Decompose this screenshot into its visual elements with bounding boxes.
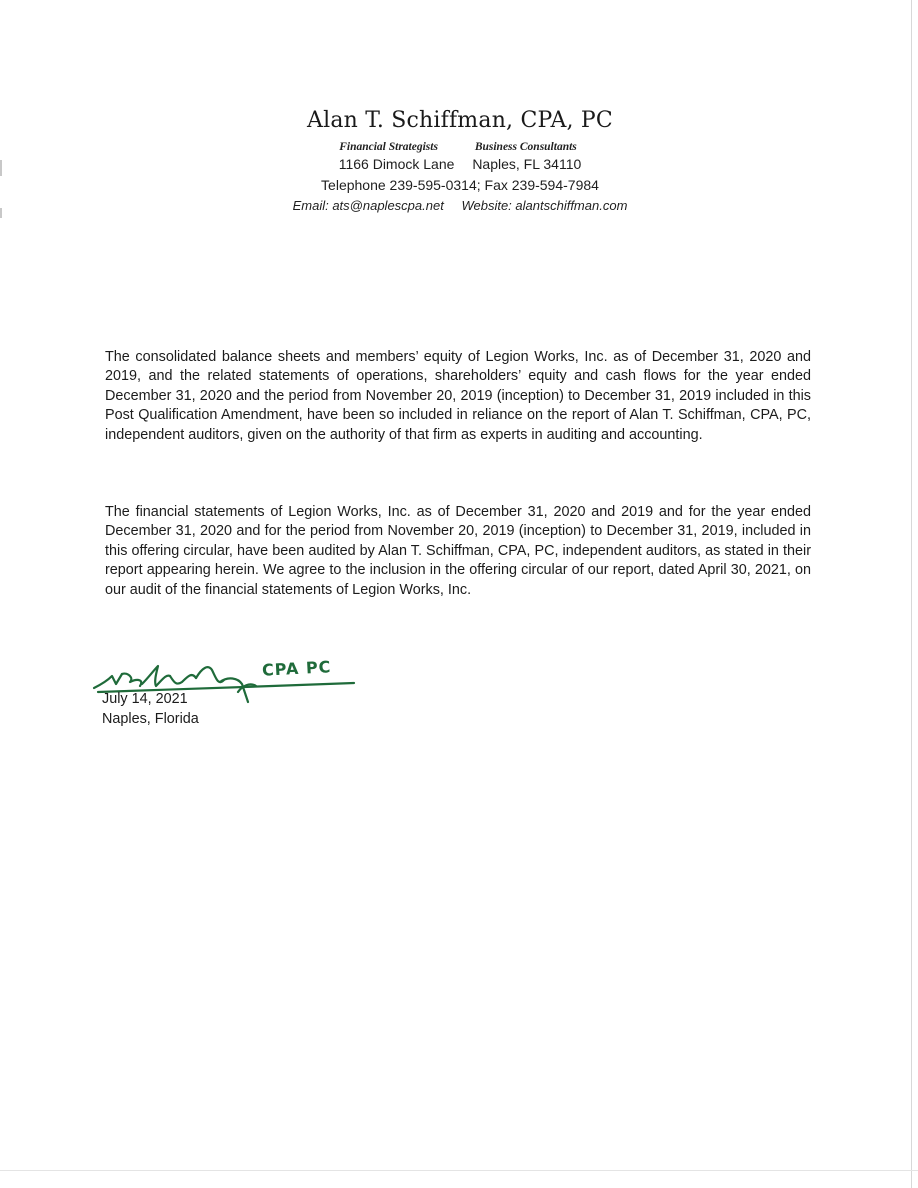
city-state-zip: Naples, FL 34110 <box>472 156 582 172</box>
signature-date: July 14, 2021 <box>102 691 188 707</box>
scan-bottom-rule <box>0 1170 918 1171</box>
signature-location: Naples, Florida <box>102 711 199 727</box>
tagline-financial-strategists: Financial Strategists <box>339 141 438 153</box>
letterhead <box>250 108 670 216</box>
consent-paragraph-1: The consolidated balance sheets and members’ equity of Legion Works, Inc. as of December 31, 2020 and 2019, and the related statements of operations, shareholders’ equity and cash flows for the year ended December 31, 2020 and the period from November 20, 2019 (inception) to December 31, 2019 included in this Post Qualification Amendment, have been so included in reliance on the report of Alan T. Schiffman, CPA, PC, independent auditors, given on the authority of that firm as experts in auditing and accounting. <box>105 349 811 443</box>
scan-edge-line <box>911 0 912 1188</box>
tagline-row <box>246 140 670 154</box>
tagline-business-consultants: Business Consultants <box>474 141 577 153</box>
address-row <box>250 154 670 174</box>
contact-row <box>250 196 670 216</box>
signature-cpa-pc: CPA PC <box>261 657 332 680</box>
street-address: 1166 Dimock Lane <box>338 156 455 172</box>
scan-edge-mark <box>0 160 2 176</box>
consent-paragraph-2: The financial statements of Legion Works, Inc. as of December 31, 2020 and 2019 and for the year ended December 31, 2020 and for the period from November 20, 2019 (inception) to December 31, 2019, included in this offering circular, have been audited by Alan T. Schiffman, CPA, PC, independent auditors, as stated in their report appearing herein. We agree to the inclusion in the offering circular of our report, dated April 30, 2021, on our audit of the financial statements of Legion Works, Inc. <box>105 504 811 598</box>
scan-edge-mark <box>0 208 2 218</box>
email-address: Email: ats@naplescpa.net <box>292 198 444 213</box>
phone-fax: Telephone 239-595-0314; Fax 239-594-7984 <box>321 177 599 193</box>
website-address: Website: alantschiffman.com <box>461 198 628 213</box>
firm-name: Alan T. Schiffman, CPA, PC <box>307 108 613 133</box>
